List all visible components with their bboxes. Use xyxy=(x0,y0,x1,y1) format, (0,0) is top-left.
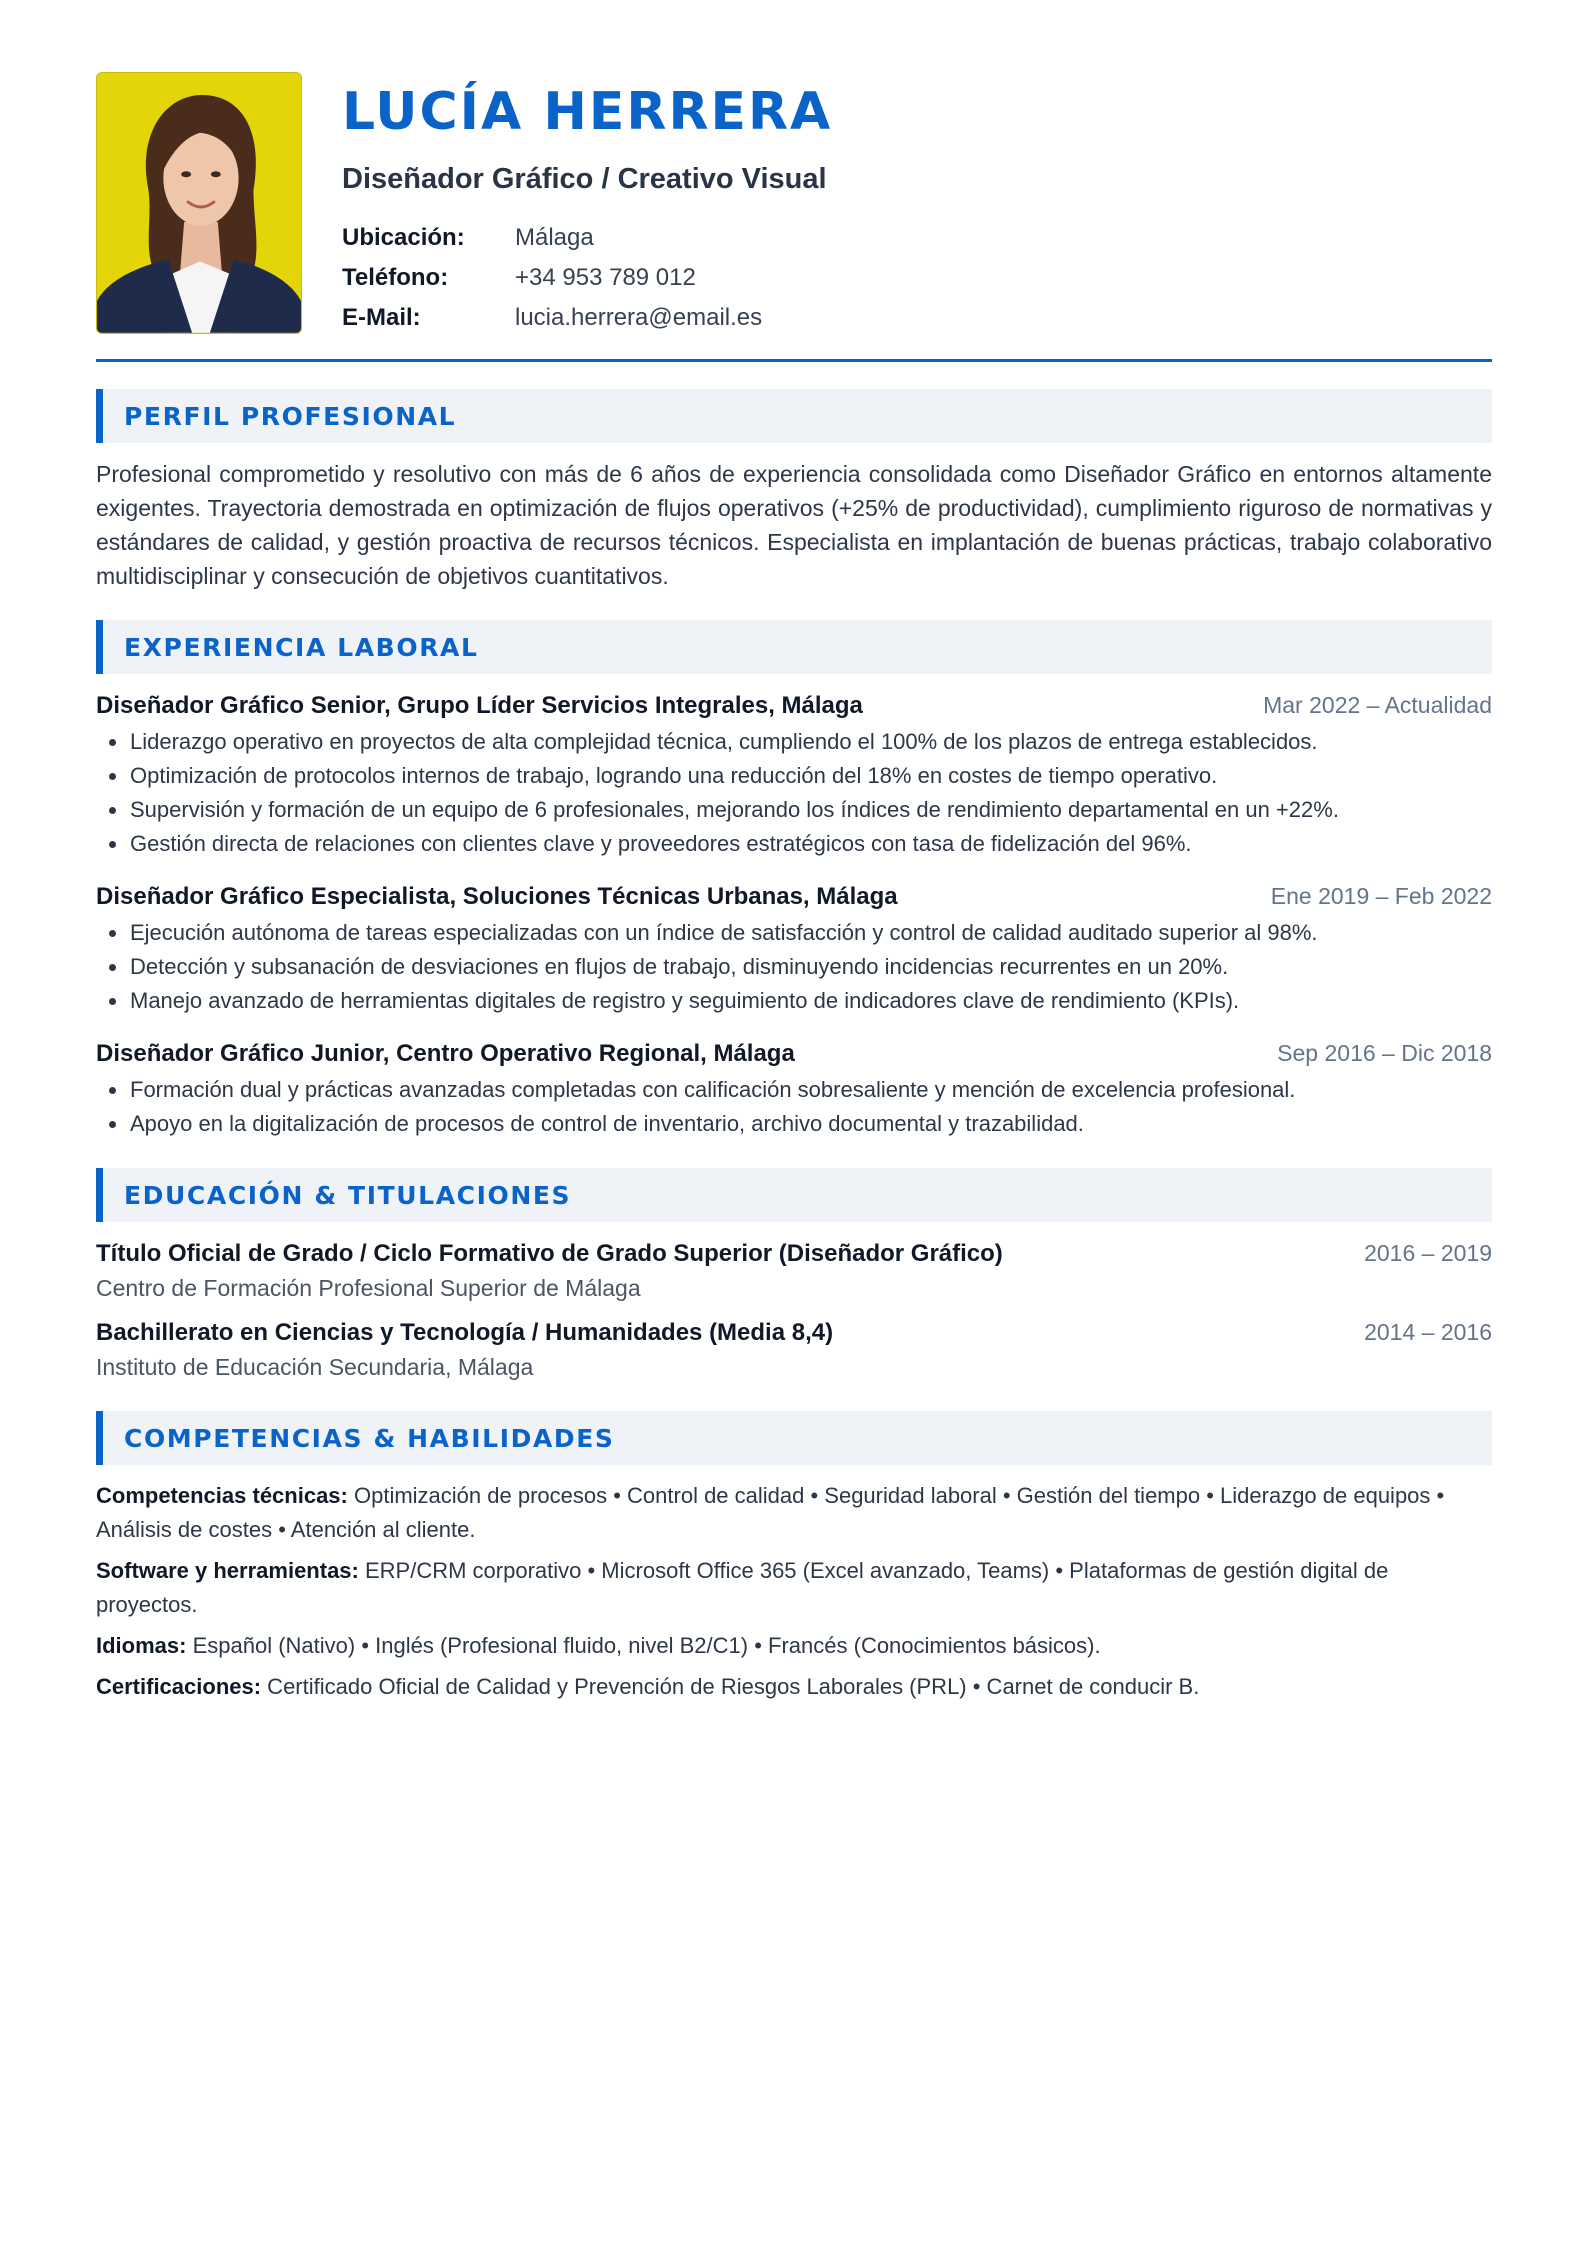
list-item: Ejecución autónoma de tareas especializadas con un índice de satisfacción y control de calidad auditado superior al 98%. xyxy=(96,916,1492,950)
list-item: Liderazgo operativo en proyectos de alta complejidad técnica, cumpliendo el 100% de los plazos de entrega establecidos. xyxy=(96,725,1492,759)
list-item: Optimización de protocolos internos de trabajo, logrando una reducción del 18% en costes de tiempo operativo. xyxy=(96,759,1492,793)
job-title: Diseñador Gráfico Junior, Centro Operativo Regional, Málaga xyxy=(96,1040,795,1067)
skill-label: Idiomas: xyxy=(96,1633,187,1658)
candidate-role: Diseñador Gráfico / Creativo Visual xyxy=(342,163,827,195)
job-header xyxy=(96,1036,1492,1071)
education-entry xyxy=(96,1236,1492,1305)
contact-value: lucia.herrera@email.es xyxy=(515,304,763,331)
header-divider xyxy=(96,359,1492,362)
section-title: COMPETENCIAS & HABILIDADES xyxy=(124,1423,615,1453)
section-title: PERFIL PROFESIONAL xyxy=(124,401,457,431)
contact-location xyxy=(342,218,832,258)
contact-value: +34 953 789 012 xyxy=(515,264,696,291)
section-header-experience xyxy=(96,620,1492,674)
contact-value: Málaga xyxy=(515,224,594,251)
list-item: Formación dual y prácticas avanzadas completadas con calificación sobresaliente y mención de excelencia profesional. xyxy=(96,1073,1492,1107)
contact-label: Ubicación: xyxy=(342,224,465,251)
job-date: Sep 2016 – Dic 2018 xyxy=(1277,1040,1492,1066)
section-title: EDUCACIÓN & TITULACIONES xyxy=(124,1180,572,1210)
job-title: Diseñador Gráfico Senior, Grupo Líder Servicios Integrales, Málaga xyxy=(96,692,863,719)
education-header xyxy=(96,1315,1492,1350)
candidate-name: LUCÍA HERRERA xyxy=(342,82,833,142)
skill-label: Competencias técnicas: xyxy=(96,1483,348,1508)
education-section xyxy=(96,1236,1492,1384)
education-title: Título Oficial de Grado / Ciclo Formativo de Grado Superior (Diseñador Gráfico) xyxy=(96,1240,1003,1267)
list-item: Apoyo en la digitalización de procesos de control de inventario, archivo documental y trazabilidad. xyxy=(96,1107,1492,1141)
skill-line xyxy=(96,1554,1492,1622)
contact-label: E-Mail: xyxy=(342,304,421,331)
skill-label: Software y herramientas: xyxy=(96,1558,359,1583)
job-bullets xyxy=(96,725,1492,861)
skill-text: ERP/CRM corporativo • Microsoft Office 365 (Excel avanzado, Teams) • Plataformas de gestión digital de proyectos. xyxy=(96,1558,1389,1617)
job-date: Ene 2019 – Feb 2022 xyxy=(1270,883,1492,909)
section-header-profile xyxy=(96,389,1492,443)
education-school: Centro de Formación Profesional Superior de Málaga xyxy=(96,1275,641,1301)
section-header-education xyxy=(96,1168,1492,1222)
list-item: Gestión directa de relaciones con clientes clave y proveedores estratégicos con tasa de fidelización del 96%. xyxy=(96,827,1492,861)
header-info xyxy=(342,72,832,338)
job-header xyxy=(96,688,1492,723)
job-header xyxy=(96,879,1492,914)
contact-email xyxy=(342,298,832,338)
profile-text: Profesional comprometido y resolutivo con más de 6 años de experiencia consolidada como Diseñador Gráfico en entornos altamente exigentes. Trayectoria demostrada en optimización de flujos operativos (+25% de productividad), cumplimiento riguroso de normativas y estándares de calidad, y gestión proactiva de recursos técnicos. Especialista en implantación de buenas prácticas, trabajo colaborativo multidisciplinar y consecución de objetivos cuantitativos. xyxy=(96,461,1492,589)
education-title: Bachillerato en Ciencias y Tecnología / Humanidades (Media 8,4) xyxy=(96,1319,834,1346)
education-school: Instituto de Educación Secundaria, Málaga xyxy=(96,1354,534,1380)
job-entry xyxy=(96,1036,1492,1141)
education-date: 2016 – 2019 xyxy=(1364,1240,1492,1266)
skill-text: Optimización de procesos • Control de calidad • Seguridad laboral • Gestión del tiempo • Liderazgo de equipos • Análisis de costes • Atención al cliente. xyxy=(96,1483,1445,1542)
skill-line xyxy=(96,1629,1492,1663)
skills-section xyxy=(96,1479,1492,1704)
job-bullets xyxy=(96,916,1492,1018)
job-date: Mar 2022 – Actualidad xyxy=(1263,692,1492,718)
skill-line xyxy=(96,1479,1492,1547)
experience-section xyxy=(96,688,1492,1141)
education-header xyxy=(96,1236,1492,1271)
profile-section xyxy=(96,457,1492,593)
list-item: Detección y subsanación de desviaciones en flujos de trabajo, disminuyendo incidencias recurrentes en un 20%. xyxy=(96,950,1492,984)
skill-line xyxy=(96,1670,1492,1704)
list-item: Supervisión y formación de un equipo de 6 profesionales, mejorando los índices de rendimiento departamental en un +22%. xyxy=(96,793,1492,827)
skill-text: Español (Nativo) • Inglés (Profesional fluido, nivel B2/C1) • Francés (Conocimientos básicos). xyxy=(186,1633,1101,1658)
job-entry xyxy=(96,688,1492,861)
contact-list xyxy=(342,218,832,338)
list-item: Manejo avanzado de herramientas digitales de registro y seguimiento de indicadores clave de rendimiento (KPIs). xyxy=(96,984,1492,1018)
job-entry xyxy=(96,879,1492,1018)
resume-header xyxy=(96,72,1492,334)
contact-label: Teléfono: xyxy=(342,264,449,291)
skill-label: Certificaciones: xyxy=(96,1674,262,1699)
education-date: 2014 – 2016 xyxy=(1364,1319,1492,1345)
contact-phone xyxy=(342,258,832,298)
job-title: Diseñador Gráfico Especialista, Soluciones Técnicas Urbanas, Málaga xyxy=(96,883,898,910)
skill-text: Certificado Oficial de Calidad y Prevención de Riesgos Laborales (PRL) • Carnet de conducir B. xyxy=(261,1674,1200,1699)
section-header-skills xyxy=(96,1411,1492,1465)
job-bullets xyxy=(96,1073,1492,1141)
profile-photo xyxy=(96,72,302,334)
section-title: EXPERIENCIA LABORAL xyxy=(124,632,479,662)
education-entry xyxy=(96,1315,1492,1384)
